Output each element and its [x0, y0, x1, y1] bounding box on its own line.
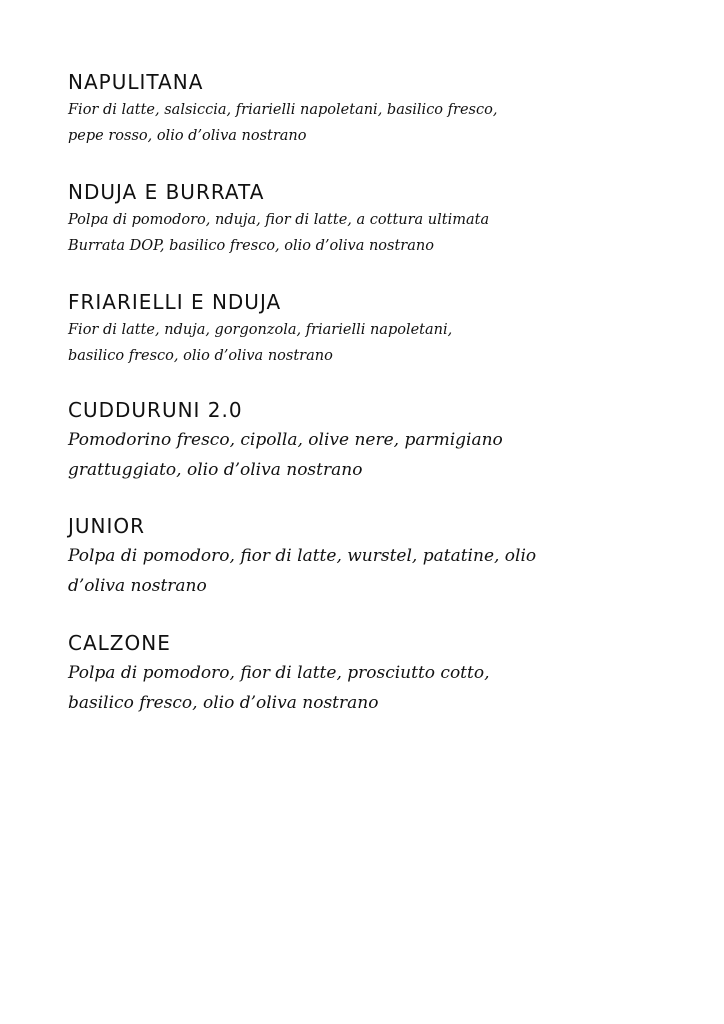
menu-item-description-line: Burrata DOP, basilico fresco, olio d’oliva nostrano [68, 238, 434, 254]
menu-item-nduja-e-burrata [68, 177, 668, 259]
menu-item-description-line: basilico fresco, olio d’oliva nostrano [68, 348, 333, 364]
menu-item-title: CUDDURUNI 2.0 [68, 398, 243, 422]
menu-item-description-line: Polpa di pomodoro, fior di latte, prosciutto cotto, [68, 663, 490, 683]
menu-item-title: NAPULITANA [68, 70, 204, 94]
menu-item-description-line: Polpa di pomodoro, nduja, fior di latte, a cottura ultimata [68, 212, 490, 228]
menu-item-title: CALZONE [68, 631, 171, 655]
pizza-menu [68, 67, 668, 718]
menu-item-description-line: pepe rosso, olio d’oliva nostrano [68, 128, 307, 144]
menu-item-description-line: basilico fresco, olio d’oliva nostrano [68, 693, 379, 713]
menu-item-title: NDUJA E BURRATA [68, 180, 265, 204]
menu-item-description-line: Fior di latte, salsiccia, friarielli napoletani, basilico fresco, [68, 102, 498, 118]
menu-item-description-line: grattuggiato, olio d’oliva nostrano [68, 460, 363, 480]
menu-item-title: JUNIOR [68, 514, 146, 538]
menu-item-friarielli-e-nduja [68, 287, 668, 369]
menu-item-calzone [68, 628, 668, 718]
menu-item-description-line: Polpa di pomodoro, fior di latte, wurstel, patatine, olio [68, 546, 537, 566]
menu-item-description-line: d’oliva nostrano [68, 576, 207, 596]
menu-item-junior [68, 511, 668, 601]
menu-item-description-line: Pomodorino fresco, cipolla, olive nere, parmigiano [68, 430, 503, 450]
menu-item-title: FRIARIELLI E NDUJA [68, 290, 282, 314]
menu-item-napulitana [68, 67, 668, 149]
menu-item-description-line: Fior di latte, nduja, gorgonzola, friarielli napoletani, [68, 322, 453, 338]
menu-item-cudduruni [68, 395, 668, 485]
